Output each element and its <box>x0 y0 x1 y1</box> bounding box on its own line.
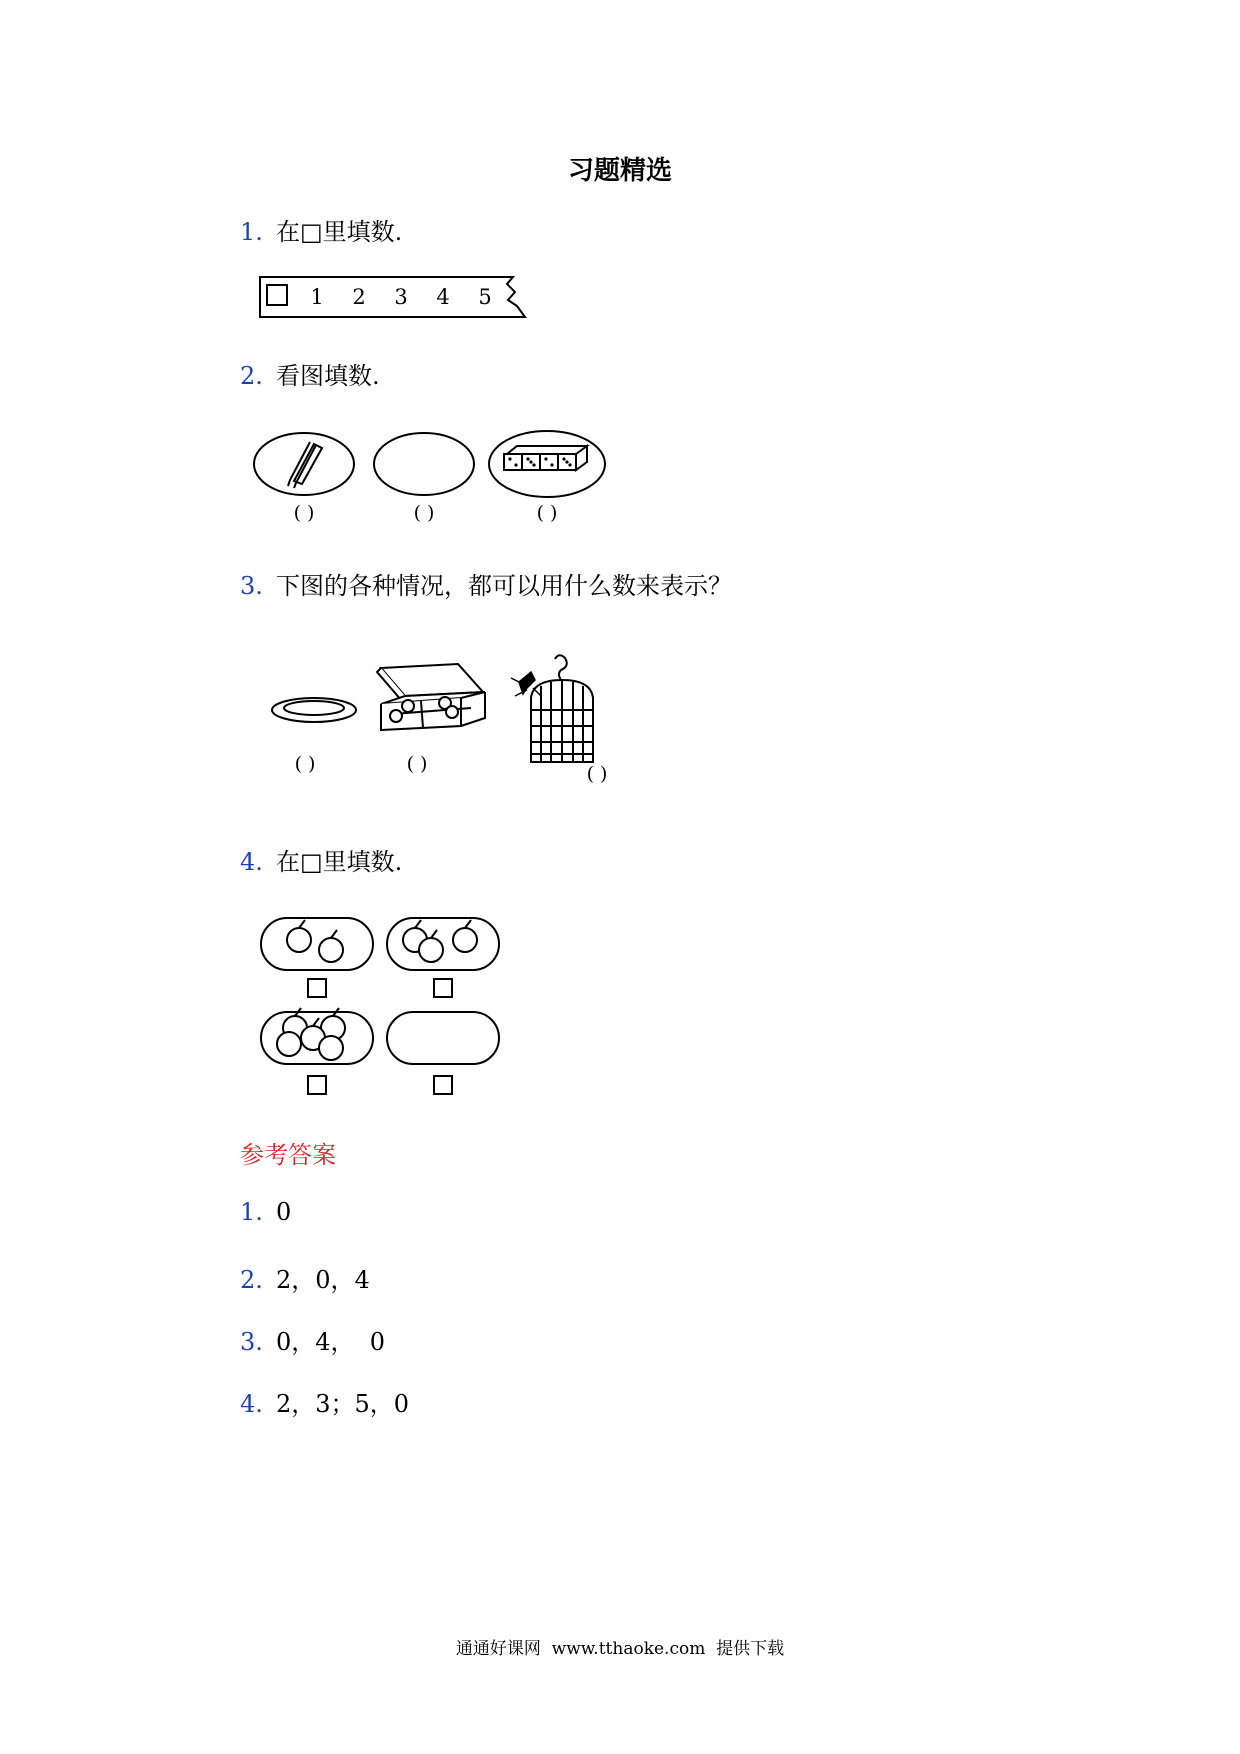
question-text: 在□里填数. <box>276 848 403 876</box>
ruler-tick-label: 5 <box>478 285 492 309</box>
answer-number: 3. <box>240 1328 263 1356</box>
question-number: 2. <box>240 362 263 390</box>
answer-text: 2，0，4 <box>276 1266 370 1294</box>
ruler-tick-label: 2 <box>352 285 366 309</box>
paren-blank: ( ) <box>406 753 428 775</box>
paren-blank: ( ) <box>293 502 315 524</box>
answer-text: 0 <box>276 1198 292 1226</box>
ruler-tick-label: 1 <box>310 285 324 309</box>
answer-number: 1. <box>240 1198 263 1226</box>
footer-text: 通通好课网 www.tthaoke.com 提供下载 <box>455 1639 785 1659</box>
answer-box <box>434 979 452 997</box>
question-text: 看图填数. <box>276 362 380 390</box>
box-icon <box>377 664 485 730</box>
birdcage-icon <box>531 655 593 762</box>
dice-icon <box>504 446 587 470</box>
paren-blank: ( ) <box>586 763 608 785</box>
count-ovals-figure <box>250 428 630 528</box>
situations-figure <box>265 650 645 800</box>
paren-blank: ( ) <box>536 502 558 524</box>
answer-text: 0，4， 0 <box>276 1328 386 1356</box>
question-text: 在□里填数. <box>276 218 403 246</box>
ruler-tick-label: 3 <box>394 285 408 309</box>
question-4 <box>240 842 402 877</box>
apple-icon <box>277 1008 345 1060</box>
question-number: 1. <box>240 218 263 246</box>
question-1 <box>240 212 402 247</box>
answer-number: 2. <box>240 1266 263 1294</box>
paren-blank: ( ) <box>294 753 316 775</box>
answer-number: 4. <box>240 1390 263 1418</box>
apple-count-figure <box>255 912 515 1112</box>
question-number: 3. <box>240 572 263 600</box>
answer-1 <box>240 1198 291 1226</box>
answer-3 <box>240 1322 385 1357</box>
answer-box <box>308 1076 326 1094</box>
answer-box <box>267 285 287 305</box>
pencils-icon <box>288 442 322 488</box>
page-title: 习题精选 <box>567 156 672 186</box>
plate-icon <box>272 698 356 722</box>
answer-2 <box>240 1260 370 1295</box>
paren-blank: ( ) <box>413 502 435 524</box>
ruler-figure <box>255 272 535 322</box>
apple-icon <box>287 920 343 962</box>
apple-icon <box>403 920 477 962</box>
answer-4 <box>240 1384 409 1419</box>
answer-box <box>308 979 326 997</box>
answers-heading: 参考答案 <box>240 1141 336 1169</box>
answer-box <box>434 1076 452 1094</box>
ruler-tick-label: 4 <box>436 285 450 309</box>
question-2 <box>240 356 380 391</box>
answer-text: 2，3；5，0 <box>276 1390 410 1418</box>
bird-icon <box>511 672 541 696</box>
question-number: 4. <box>240 848 263 876</box>
question-3 <box>240 566 732 601</box>
question-text: 下图的各种情况，都可以用什么数来表示？ <box>276 572 732 600</box>
